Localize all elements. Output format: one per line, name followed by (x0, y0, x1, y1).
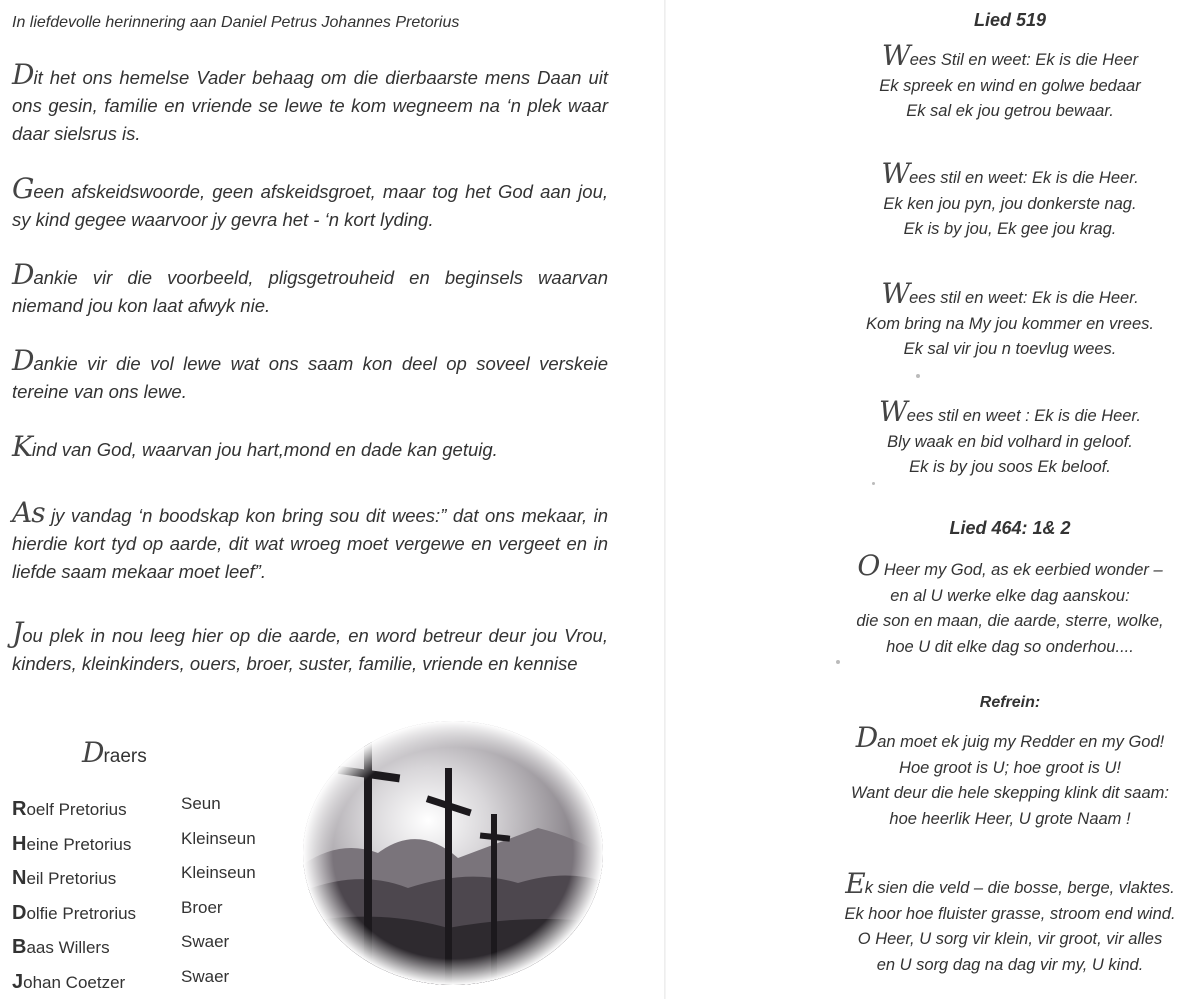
drop-cap: W (881, 277, 910, 310)
paragraph-6 (12, 496, 608, 586)
stanza-line-text: ees stil en weet: Ek is die Heer. (909, 289, 1139, 307)
stanza-line: Ek sal vir jou n toevlug wees. (903, 340, 1117, 358)
paragraph-7 (12, 616, 608, 678)
scan-speck (916, 374, 920, 378)
drop-cap: D (12, 344, 34, 377)
stanza-line: Want deur die hele skepping klink dit saam: (851, 784, 1169, 802)
three-crosses-image (298, 718, 608, 988)
stanza-line: en al U werke elke dag aanskou: (890, 586, 1130, 605)
hymn-1-title: Lied 519 (973, 10, 1047, 30)
stanza-line (820, 867, 1200, 902)
stanza-line: Ek hoor hoe fluister grasse, stroom end wind. (844, 904, 1176, 923)
carrier-name: Heine Pretorius (12, 833, 132, 855)
carrier-name: Dolfie Pretrorius (12, 902, 137, 924)
drop-cap: W (881, 157, 910, 190)
refrain-title: Refrein: (979, 694, 1041, 711)
stanza-line: Hoe groot is U; hoe groot is U! (899, 758, 1121, 777)
paragraph-5 (12, 430, 608, 464)
carrier-relation: Seun (181, 794, 221, 813)
paragraph-text: ankie vir die vol lewe wat ons saam kon deel op soveel verskeie tereine van ons lewe. (12, 353, 608, 402)
scan-speck (836, 660, 840, 664)
paragraph-4 (12, 344, 608, 406)
hymn-2-refrain (820, 721, 1200, 832)
stanza-line-text: Heer my God, as ek eerbied wonder – (879, 561, 1163, 579)
hymn-1-stanza-2 (820, 157, 1200, 243)
hymn-1-stanza-3 (820, 277, 1200, 363)
drop-cap: D (82, 736, 104, 769)
carriers-title-text: raers (103, 746, 147, 767)
stanza-line (820, 395, 1200, 430)
drop-cap: O (857, 549, 880, 582)
carrier-relation: Kleinseun (181, 863, 256, 882)
stanza-line: hoe U dit elke dag so onderhou.... (886, 637, 1134, 656)
stanza-line (820, 549, 1200, 584)
paragraph-text: jy vandag ‘n boodskap kon bring sou dit wees:” dat ons mekaar, in hierdie kort tyd op aarde, dit wat wroeg moet vergewe en vergeet en in liefde saam mekaar moet leef”. (12, 505, 608, 582)
stanza-line (820, 39, 1200, 74)
drop-cap: G (12, 172, 34, 205)
drop-cap: J (12, 616, 23, 649)
hymn-2-stanza-2 (820, 867, 1200, 978)
carrier-relation: Swaer (181, 967, 230, 986)
stanza-line: Bly waak en bid volhard in geloof. (887, 432, 1133, 451)
paragraph-2 (12, 172, 608, 234)
paragraph-text: ankie vir die voorbeeld, pligsgetrouheid en beginsels waarvan niemand jou kon laat afwyk nie. (12, 267, 608, 316)
paragraph-text: ou plek in nou leeg hier op die aarde, en word betreur deur jou Vrou, kinders, kleinkinders, ouers, broer, suster, familie, vriende en kennise (12, 625, 608, 674)
carrier-name: Baas Willers (12, 936, 110, 958)
drop-cap: D (12, 258, 34, 291)
scan-speck (872, 482, 875, 485)
stanza-line: die son en maan, die aarde, sterre, wolke, (856, 612, 1164, 630)
drop-cap: D (12, 58, 34, 91)
paragraph-3 (12, 258, 608, 320)
stanza-line: Ek is by jou soos Ek beloof. (909, 458, 1111, 476)
hymn-1-stanza-1 (820, 39, 1200, 125)
paragraph-1 (12, 58, 608, 148)
drop-cap: D (855, 721, 878, 754)
stanza-line-text: ees Stil en weet: Ek is die Heer (909, 51, 1139, 69)
paragraph-text: ind van God, waarvan jou hart,mond en dade kan getuig. (31, 439, 498, 460)
stanza-line (820, 721, 1200, 756)
stanza-line: Ek ken jou pyn, jou donkerste nag. (883, 194, 1137, 213)
stanza-line-text: ees stil en weet : Ek is die Heer. (906, 407, 1141, 425)
memorial-heading: In liefdevolle herinnering aan Daniel Petrus Johannes Pretorius (12, 14, 460, 31)
drop-cap: As (12, 496, 45, 529)
drop-cap: E (845, 867, 865, 900)
hymn-2-stanza-1 (820, 549, 1200, 660)
paragraph-text: een afskeidswoorde, geen afskeidsgroet, maar tog het God aan jou, sy kind gegee waarvoor jy gevra het - ‘n kort lyding. (12, 181, 608, 230)
stanza-line-text: ees stil en weet: Ek is die Heer. (909, 169, 1139, 187)
carrier-name: Johan Coetzer (12, 971, 126, 993)
hymn-2-title: Lied 464: 1& 2 (949, 518, 1071, 538)
stanza-line: O Heer, U sorg vir klein, vir groot, vir alles (857, 930, 1163, 948)
paragraph-text: it het ons hemelse Vader behaag om die dierbaarste mens Daan uit ons gesin, familie en vriende se lewe te kom wegneem na ‘n plek waar daar sielsrus is. (12, 67, 608, 144)
carrier-relation: Kleinseun (181, 829, 256, 848)
hymn-1-stanza-4 (820, 395, 1200, 481)
stanza-line: Ek sal ek jou getrou bewaar. (906, 102, 1114, 120)
three-crosses-illustration (298, 718, 608, 988)
carrier-name: Roelf Pretorius (12, 798, 127, 820)
stanza-line-text: an moet ek juig my Redder en my God! (877, 733, 1165, 751)
page-fold (664, 0, 666, 999)
stanza-line-text: k sien die veld – die bosse, berge, vlaktes. (864, 879, 1175, 897)
stanza-line: Ek is by jou, Ek gee jou krag. (903, 220, 1117, 238)
carrier-name: Neil Pretorius (12, 867, 117, 889)
stanza-line: en U sorg dag na dag vir my, U kind. (876, 955, 1144, 974)
stanza-line: hoe heerlik Heer, U grote Naam ! (889, 809, 1131, 828)
stanza-line (820, 157, 1200, 192)
drop-cap: W (881, 39, 910, 72)
stanza-line: Kom bring na My jou kommer en vrees. (866, 314, 1154, 333)
carrier-relation: Swaer (181, 932, 230, 951)
carriers-title (82, 736, 147, 769)
carrier-relation: Broer (181, 898, 223, 917)
drop-cap: K (12, 430, 32, 463)
drop-cap: W (879, 395, 907, 428)
stanza-line: Ek spreek en wind en golwe bedaar (879, 76, 1141, 95)
stanza-line (820, 277, 1200, 312)
